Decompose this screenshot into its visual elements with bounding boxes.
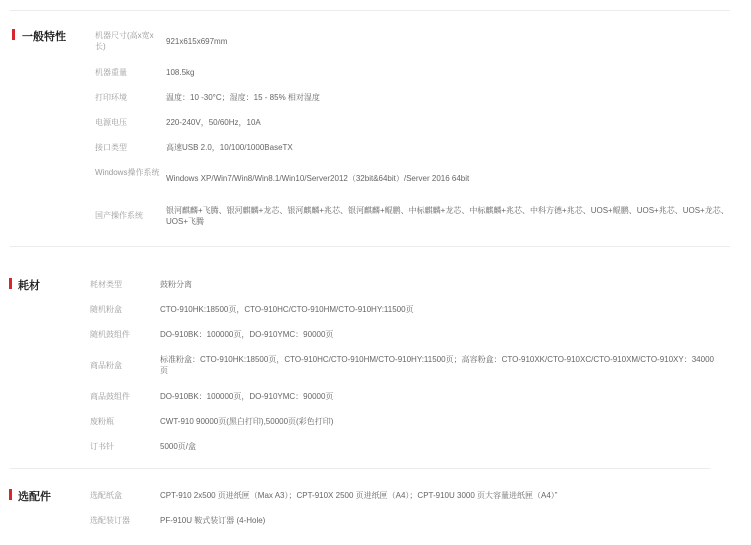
value-staples: 5000页/盒 (160, 442, 197, 451)
label-optional-tray: 选配纸盒 (90, 491, 122, 500)
value-bundled-drum: DO-910BK：100000页，DO-910YMC：90000页 (160, 330, 334, 339)
value-power: 220-240V，50/60Hz，10A (166, 118, 261, 127)
section-divider (10, 246, 730, 247)
value-retail-toner: 标准粉盒：CTO-910HK:18500页，CTO-910HC/CTO-910HM/CTO-910HY:11500页；高容粉盒：CTO-910XK/CTO-910XC/CTO-910XM/CTO-910XY：34000页 (160, 355, 714, 375)
value-optional-tray: CPT-910 2x500 页进纸匣（Max A3）；CPT-910X 2500 页进纸匣（A4）；CPT-910U 3000 页大容量进纸匣（A4）” (160, 491, 558, 500)
label-weight: 机器重量 (95, 68, 127, 77)
section-marker (12, 29, 15, 40)
section-title-consumables: 耗材 (18, 280, 40, 292)
value-waste-bottle: CWT-910 90000页(黑白打印),50000页(彩色打印) (160, 417, 334, 426)
value-weight: 108.5kg (166, 68, 195, 77)
label-staples: 订书针 (90, 442, 114, 451)
label-power: 电源电压 (95, 118, 127, 127)
value-domestic-os: 银河麒麟+飞腾、银河麒麟+龙芯、银河麒麟+兆芯、银河麒麟+鲲鹏、中标麒麟+龙芯、中标麒麟+兆芯、中科方德+兆芯、UOS+鲲鹏、UOS+兆芯、UOS+龙芯、UOS+飞腾 (166, 206, 729, 226)
value-windows-os: Windows XP/Win7/Win8/Win8.1/Win10/Server2012（32bit&64bit）/Server 2016 64bit (166, 174, 470, 183)
section-title-general: 一般特性 (22, 31, 66, 43)
value-environment: 温度：10 -30°C；湿度：15 - 85% 相对湿度 (166, 93, 320, 102)
label-bundled-drum: 随机鼓组件 (90, 330, 130, 339)
section-title-options: 选配件 (18, 491, 51, 503)
label-retail-toner: 商品粉盒 (90, 361, 122, 370)
label-domestic-os: 国产操作系统 (95, 211, 143, 220)
label-bundled-toner: 随机粉盒 (90, 305, 122, 314)
section-marker (9, 278, 12, 289)
label-retail-drum: 商品鼓组件 (90, 392, 130, 401)
label-interface: 接口类型 (95, 143, 127, 152)
top-divider (10, 10, 730, 11)
label-environment: 打印环境 (95, 93, 127, 102)
label-waste-bottle: 废粉瓶 (90, 417, 114, 426)
value-optional-finisher: PF-910U 鞍式装订器 (4-Hole) (160, 516, 266, 525)
value-bundled-toner: CTO-910HK:18500页，CTO-910HC/CTO-910HM/CTO-910HY:11500页 (160, 305, 414, 314)
value-interface: 高速USB 2.0，10/100/1000BaseTX (166, 143, 293, 152)
value-consumable-type: 鼓粉分离 (160, 280, 192, 289)
label-dimensions: 机器尺寸(高x宽x长) (95, 31, 154, 51)
label-optional-finisher: 选配装订器 (90, 516, 130, 525)
value-retail-drum: DO-910BK：100000页，DO-910YMC：90000页 (160, 392, 334, 401)
label-consumable-type: 耗材类型 (90, 280, 122, 289)
section-divider (10, 468, 710, 469)
section-marker (9, 489, 12, 500)
label-windows-os: Windows操作系统 (95, 168, 160, 177)
value-dimensions: 921x615x697mm (166, 37, 228, 46)
